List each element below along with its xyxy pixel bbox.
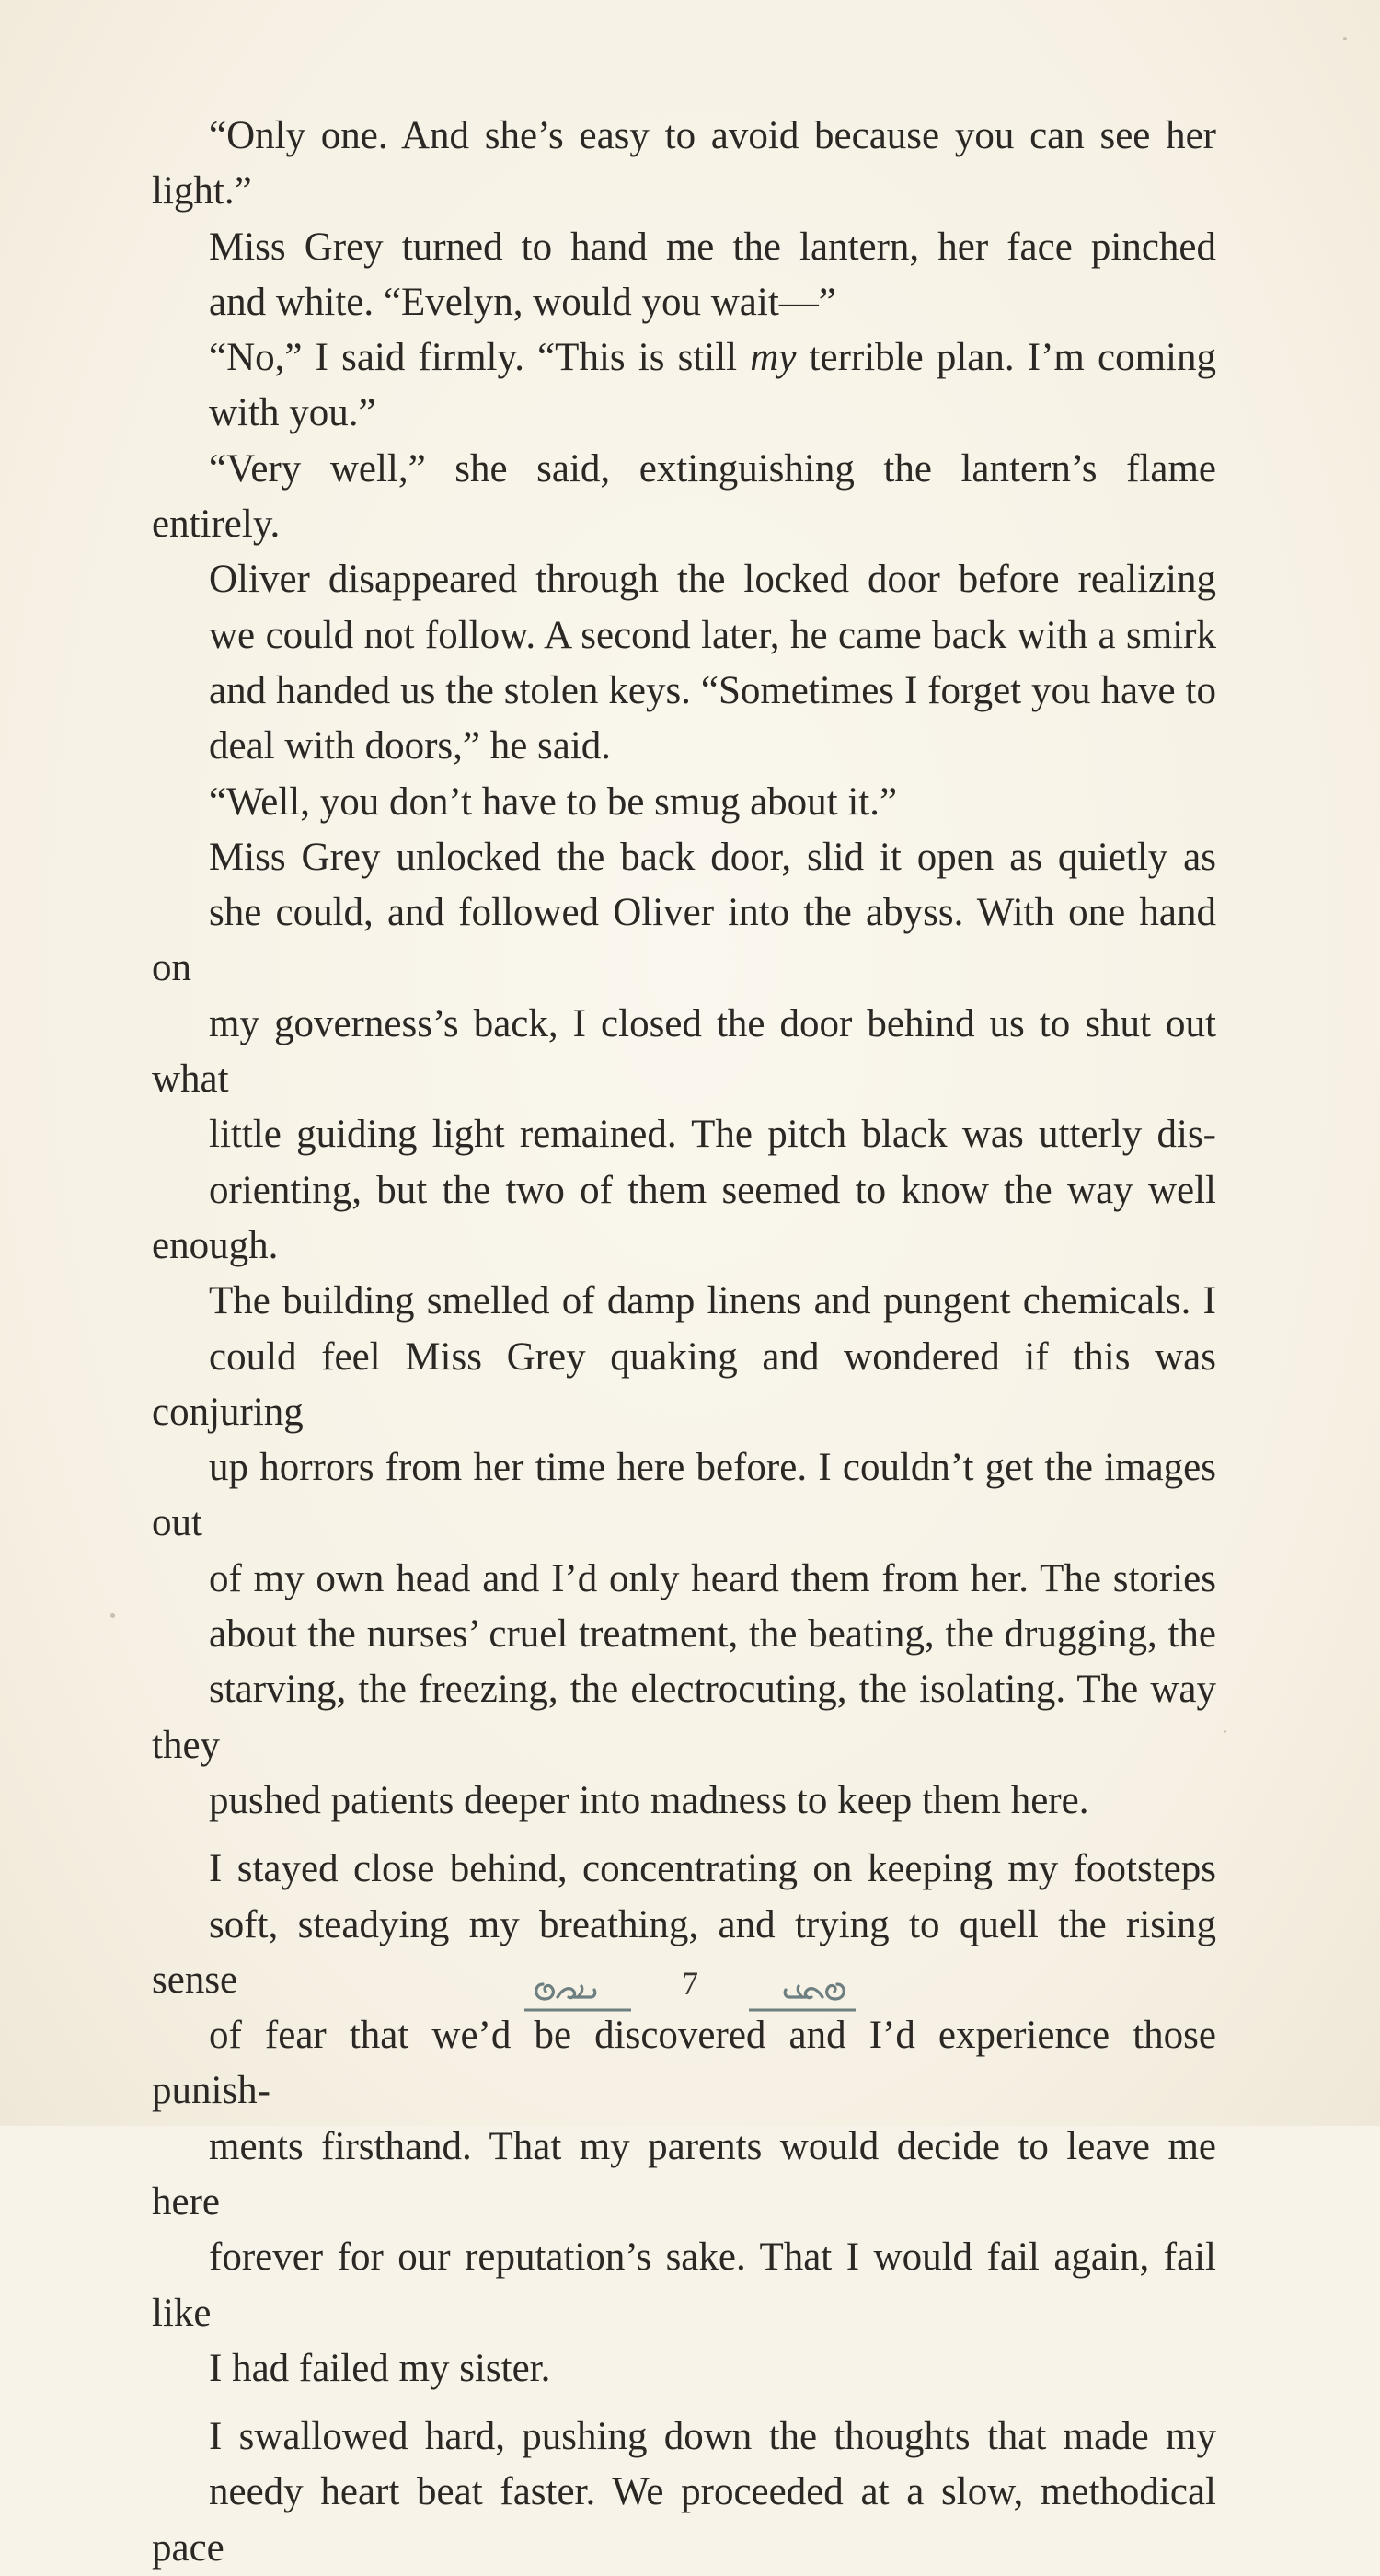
text-line: my governess’s back, I closed the door behind us to shut out what: [152, 1001, 1216, 1102]
text-line: soft, steadying my breathing, and trying to quell the rising sense: [152, 1902, 1216, 2002]
text-line: [152, 330, 1216, 386]
scroll-ornament-right-icon: [747, 1962, 857, 2017]
text-line: of my own head and I’d only heard them from her. The stories: [209, 1556, 1216, 1600]
paper-speck: [1343, 37, 1347, 40]
text-line: Miss Grey unlocked the back door, slid it open as quietly as: [209, 835, 1216, 879]
text-line: about the nurses’ cruel treatment, the beating, the drugging, the: [209, 1612, 1216, 1657]
text-run: terrible plan. I’m coming: [796, 336, 1216, 380]
paragraph-4: [152, 442, 1216, 553]
text-line: Miss Grey turned to hand me the lantern, her face pinched: [209, 225, 1216, 269]
text-line: we could not follow. A second later, he came back with a smirk: [209, 613, 1216, 657]
text-line: orienting, but the two of them seemed to know the way well enough.: [152, 1168, 1216, 1267]
text-line: could feel Miss Grey quaking and wondered if this was conjuring: [152, 1334, 1216, 1434]
paper-speck: [110, 1613, 115, 1618]
text-line: “Very well,” she said, extinguishing the lantern’s flame entirely.: [152, 446, 1216, 547]
text-line: I had failed my sister.: [209, 2346, 551, 2390]
paragraph-8: [152, 1842, 1216, 2397]
text-line: ments firsthand. That my parents would decide to leave me here: [152, 2124, 1216, 2224]
text-line: up horrors from her time here before. I couldn’t get the images out: [152, 1446, 1216, 1545]
paragraph-2: [152, 220, 1216, 331]
text-line: and white. “Evelyn, would you wait—”: [209, 280, 836, 324]
text-line: The building smelled of damp linens and pungent chemicals. I: [209, 1279, 1216, 1323]
text-line: little guiding light remained. The pitch black was utterly dis-: [209, 1113, 1216, 1157]
paragraph-5: [152, 552, 1216, 774]
text-line: and handed us the stolen keys. “Sometimes I forget you have to: [209, 668, 1216, 712]
text-line: I stayed close behind, concentrating on keeping my footsteps: [209, 1847, 1216, 1891]
text-line: deal with doors,” he said.: [209, 724, 612, 768]
text-line: pushed patients deeper into madness to keep them here.: [209, 1778, 1089, 1822]
page-number: 7: [682, 1965, 698, 2002]
text-line: she could, and followed Oliver into the abyss. With one hand on: [152, 891, 1216, 990]
body-text: [152, 109, 1216, 2576]
text-line: of fear that we’d be discovered and I’d experience those punish-: [152, 2014, 1216, 2113]
emphasis-text: my: [750, 336, 797, 380]
page-footer: [0, 1958, 1380, 2023]
text-line: starving, the freezing, the electrocuting, the isolating. The way they: [152, 1668, 1216, 1767]
text-line: “Well, you don’t have to be smug about it.”: [209, 780, 898, 824]
text-line: “Only one. And she’s easy to avoid because you can see her light.”: [152, 114, 1216, 214]
paragraph-6: [152, 775, 1216, 830]
text-line: with you.”: [209, 391, 376, 435]
text-line: forever for our reputation’s sake. That I would fail again, fail like: [152, 2235, 1216, 2335]
paragraph-1: [152, 109, 1216, 220]
paper-speck: [1224, 1730, 1226, 1733]
paragraph-3: [152, 330, 1216, 442]
folio: [523, 1958, 857, 2023]
text-run: “No,” I said firmly. “This is still: [209, 336, 751, 380]
text-line: Oliver disappeared through the locked door before realizing: [209, 558, 1216, 602]
text-line: needy heart beat faster. We proceeded at a slow, methodical pace: [152, 2470, 1216, 2570]
text-line: I swallowed hard, pushing down the thoughts that made my: [209, 2415, 1216, 2459]
paragraph-7: [152, 830, 1216, 1829]
scroll-ornament-left-icon: [523, 1962, 633, 2017]
paragraph-9: [152, 2409, 1216, 2576]
